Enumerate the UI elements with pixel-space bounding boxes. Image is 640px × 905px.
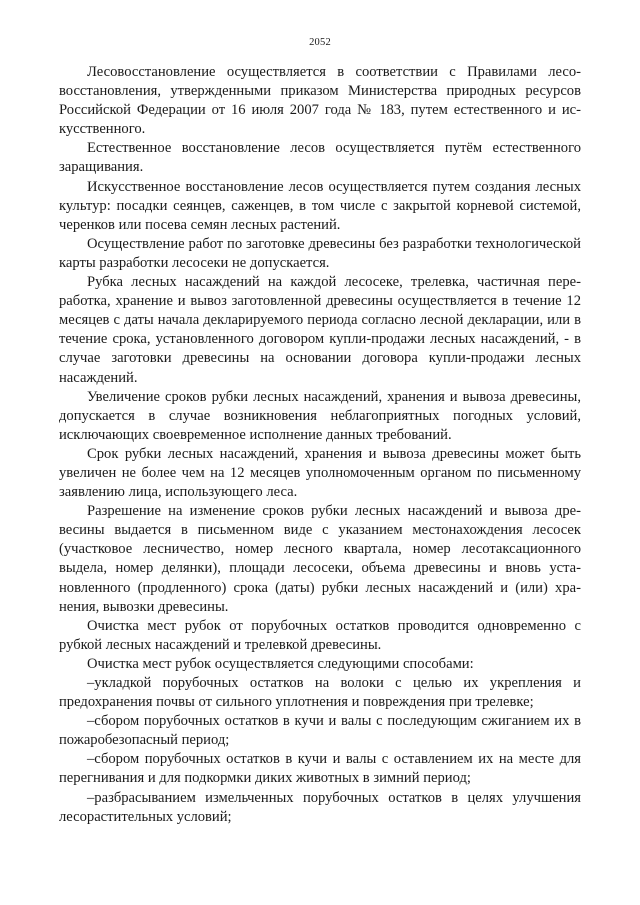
- list-item-burning: –сбором порубочных остатков в кучи и валы с последующим сжиганием их в пожаробезопасный период;: [59, 713, 581, 749]
- page-number: 2052: [309, 37, 331, 48]
- paragraph-technological-map: Осуществление работ по заготовке древесины без разработки технологической карты разработки лесосеки не допускается.: [59, 235, 581, 271]
- paragraph-artificial-restoration: Искусственное восстановление лесов осуществляется путем создания лесных культур: посадки сеянцев, саженцев, в том числе с закрытой корневой системой, черенков или посева семян лесных растений.: [59, 178, 581, 233]
- paragraph-extension-permit: Разрешение на изменение сроков рубки лесных насаждений и вывоза древесины выдается в письменном виде с указанием местонахождения лесосек (участковое лесничество, номер лесного квартала, номер лесотаксационного выдела, номер делянки), площади лесосеки, объема древесины и вновь установленного (продленного) срока (даты) рубки лесных насаждений и (или) хранения, вывозки древесины.: [59, 503, 581, 615]
- list-item-skid-trails: –укладкой порубочных остатков на волоки с целью их укрепления и предохранения почвы от сильного уплотнения и повреждения при трелевке;: [59, 675, 581, 711]
- paragraph-extension-conditions: Увеличение сроков рубки лесных насаждений, хранения и вывоза древесины, допускается в случае возникновения неблагоприятных погодных условий, исключающих своевременное исполнение данных требований.: [59, 388, 581, 443]
- paragraph-cleanup-methods: Очистка мест рубок осуществляется следующими способами:: [87, 655, 474, 672]
- paragraph-natural-restoration: Естественное восстановление лесов осуществляется путём естественного заращивания.: [59, 140, 581, 176]
- list-item-scattering: –разбрасыванием измельченных порубочных остатков в целях улучшения лесорастительных условий;: [59, 789, 581, 825]
- paragraph-cleanup-timing: Очистка мест рубок от порубочных остатков проводится одновременно с рубкой лесных насаждений и трелевкой древесины.: [59, 617, 581, 653]
- paragraph-reforestation-rules: Лесовосстановление осуществляется в соответствии с Правилами лесовосстановления, утвержденными приказом Министерства природных ресурсов Российской Федерации от 16 июля 2007 года № 183, путем естественного и искусственного.: [59, 64, 581, 138]
- document-body: [59, 63, 581, 827]
- list-item-decay: –сбором порубочных остатков в кучи и валы с оставлением их на месте для перегнивания и для подкормки диких животных в зимний период;: [59, 751, 581, 787]
- paragraph-extension-limit: Срок рубки лесных насаждений, хранения и вывоза древесины может быть увеличен не более чем на 12 месяцев уполномоченным органом по письменному заявлению лица, использующего леса.: [59, 445, 581, 501]
- paragraph-logging-period: Рубка лесных насаждений на каждой лесосеке, трелевка, частичная переработка, хранение и вывоз заготовленной древесины осуществляется в течение 12 месяцев с даты начала декларируемого периода согласно лесной декларации, или в течение срока, установленного договором купли-продажи лесных насаждений, - в случае заготовки древесины на основании договора купли-продажи лесных насаждений.: [59, 274, 581, 386]
